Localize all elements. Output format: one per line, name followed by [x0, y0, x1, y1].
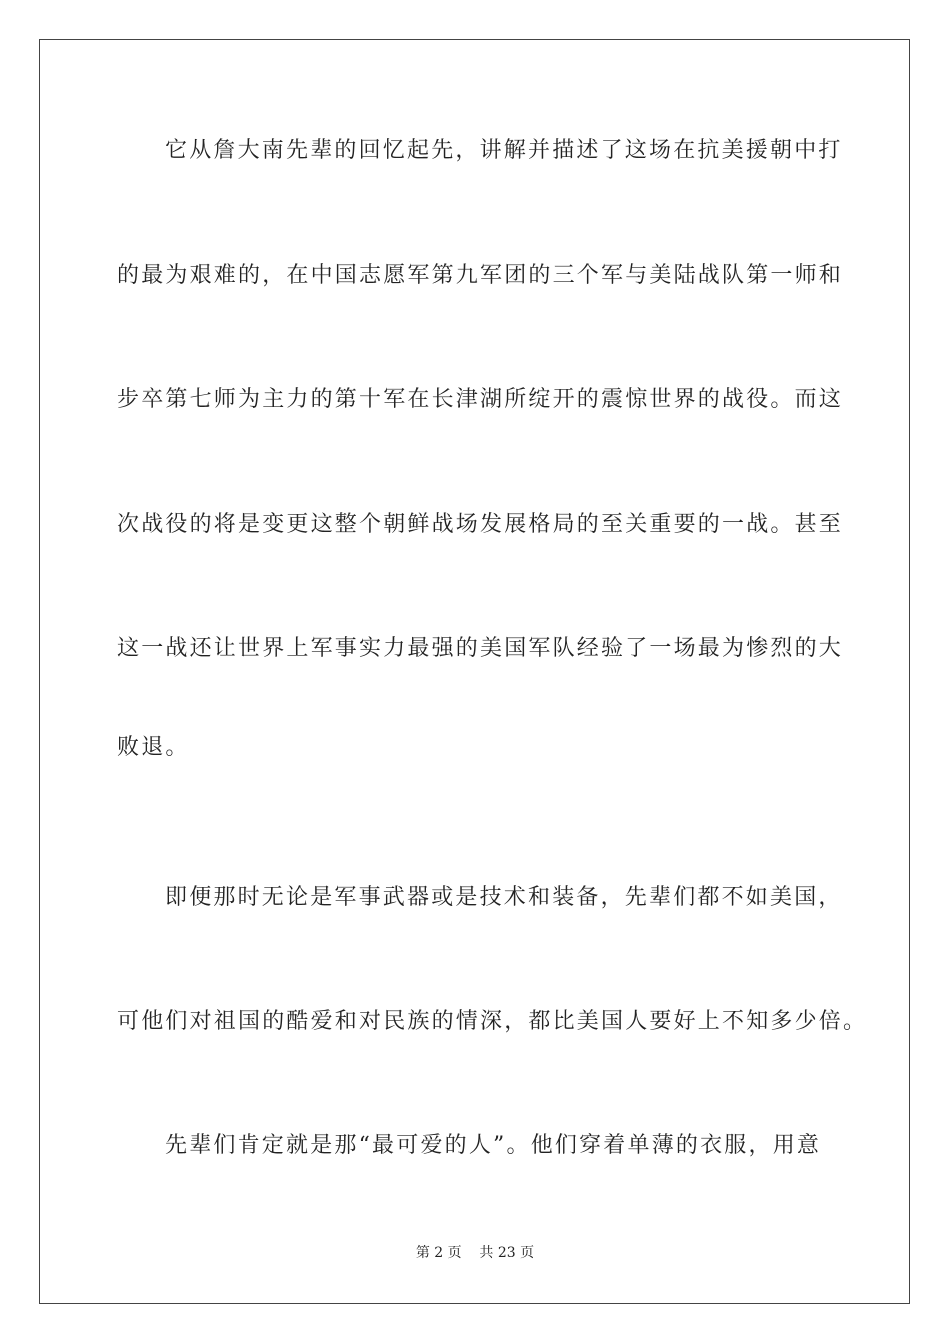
text-line: 可他们对祖国的酷爱和对民族的情深，都比美国人要好上不知多少倍。 — [117, 1009, 868, 1034]
text-line: 步卒第七师为主力的第十军在长津湖所绽开的震惊世界的战役。而这 — [117, 387, 844, 412]
text-line: 它从詹大南先辈的回忆起先，讲解并描述了这场在抗美援朝中打 — [165, 138, 843, 163]
text-line: 的最为艰难的，在中国志愿军第九军团的三个军与美陆战队第一师和 — [117, 263, 844, 288]
page-border — [39, 39, 910, 1304]
text-line: 败退。 — [117, 735, 190, 760]
text-line: 次战役的将是变更这整个朝鲜战场发展格局的至关重要的一战。甚至 — [117, 512, 844, 537]
text-line: 这一战还让世界上军事实力最强的美国军队经验了一场最为惨烈的大 — [117, 636, 844, 661]
text-line: 先辈们肯定就是那“最可爱的人”。他们穿着单薄的衣服，用意 — [165, 1133, 822, 1158]
page-number-footer: 第 2 页 共 23 页 — [415, 1245, 535, 1261]
text-line: 即便那时无论是军事武器或是技术和装备，先辈们都不如美国， — [165, 885, 843, 910]
